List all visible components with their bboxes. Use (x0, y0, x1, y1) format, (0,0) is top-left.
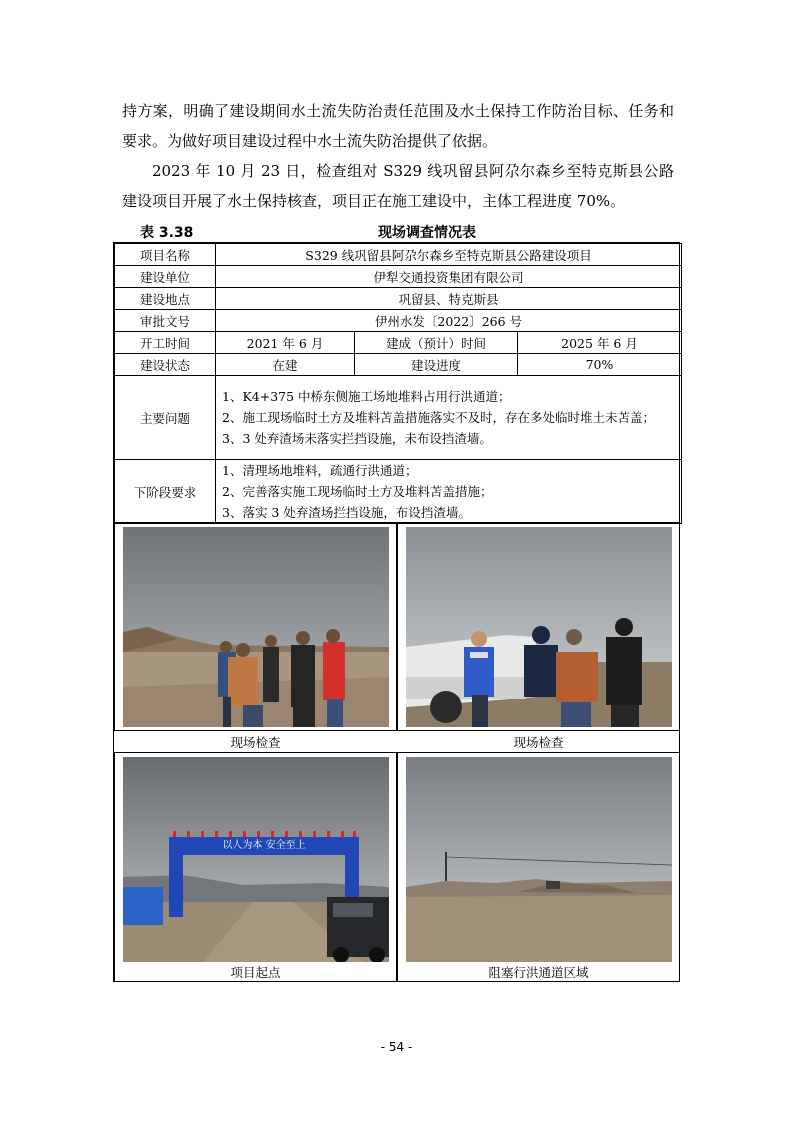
issue-item: 2、施工现场临时土方及堆料苫盖措施落实不及时，存在多处临时堆土未苫盖； (222, 410, 655, 425)
requirement-item: 1、清理场地堆料，疏通行洪通道； (222, 463, 418, 478)
paragraph-1: 持方案，明确了建设期间水土流失防治责任范围及水土保持工作防治目标、任务和要求。为做好项目建设过程中水土流失防治提供了依据。 (122, 102, 674, 150)
site-inspection-photo-1 (123, 527, 389, 727)
photo-cell-3 (114, 752, 397, 982)
next-stage-list (216, 460, 682, 524)
table-title: 现场调查情况表 (378, 225, 476, 241)
table-row (115, 310, 682, 332)
table-row (115, 460, 682, 524)
location-label: 建设地点 (115, 288, 216, 310)
photo-caption-4: 阻塞行洪通道区域 (488, 965, 589, 980)
table-row (115, 288, 682, 310)
gate-banner-text: 以人为本 安全至上 (222, 840, 306, 851)
table-row (115, 244, 682, 266)
photo-caption-3: 项目起点 (230, 965, 281, 980)
start-value: 2021 年 6 月 (216, 332, 355, 354)
issue-item: 1、K4+375 中桥东侧施工场地堆料占用行洪通道； (222, 389, 511, 404)
photo-caption-1: 现场检查 (230, 735, 281, 750)
progress-label: 建设进度 (355, 354, 518, 376)
survey-table (114, 243, 682, 524)
finish-label: 建成（预计）时间 (355, 332, 518, 354)
table-row (115, 266, 682, 288)
site-inspection-photo-2 (406, 527, 672, 727)
builder-value: 伊犁交通投资集团有限公司 (216, 266, 682, 288)
photo-cell-1 (114, 522, 397, 750)
page-number: - 54 - (380, 1040, 413, 1054)
requirement-item: 2、完善落实施工现场临时土方及堆料苫盖措施； (222, 484, 493, 499)
table-caption (140, 222, 680, 242)
next-stage-label: 下阶段要求 (115, 460, 216, 524)
finish-value: 2025 年 6 月 (518, 332, 682, 354)
table-row (115, 332, 682, 354)
location-value: 巩留县、特克斯县 (216, 288, 682, 310)
approval-value: 伊州水发〔2022〕266 号 (216, 310, 682, 332)
photo-cell-4 (397, 752, 680, 982)
status-label: 建设状态 (115, 354, 216, 376)
start-label: 开工时间 (115, 332, 216, 354)
requirement-item: 3、落实 3 处弃渣场拦挡设施，布设挡渣墙。 (222, 505, 471, 520)
table-row (115, 354, 682, 376)
builder-label: 建设单位 (115, 266, 216, 288)
paragraph-2: 2023 年 10 月 23 日，检查组对 S329 线巩留县阿尕尔森乡至特克斯县公路建设项目开展了水土保持核查，项目正在施工建设中，主体工程进度 70%。 (122, 162, 674, 210)
project-name-label: 项目名称 (115, 244, 216, 266)
issue-item: 3、3 处弃渣场未落实拦挡设施，未布设挡渣墙。 (222, 431, 492, 446)
photo-caption-2: 现场检查 (513, 735, 564, 750)
issues-list (216, 376, 682, 460)
table-row (115, 376, 682, 460)
project-name-value: S329 线巩留县阿尕尔森乡至特克斯县公路建设项目 (216, 244, 682, 266)
photo-cell-2 (397, 522, 680, 750)
status-value: 在建 (216, 354, 355, 376)
blocked-floodway-photo (406, 757, 672, 962)
approval-label: 审批文号 (115, 310, 216, 332)
table-number: 表 3.38 (140, 225, 194, 241)
progress-value: 70% (518, 354, 682, 376)
project-start-photo (123, 757, 389, 962)
issues-label: 主要问题 (115, 376, 216, 460)
